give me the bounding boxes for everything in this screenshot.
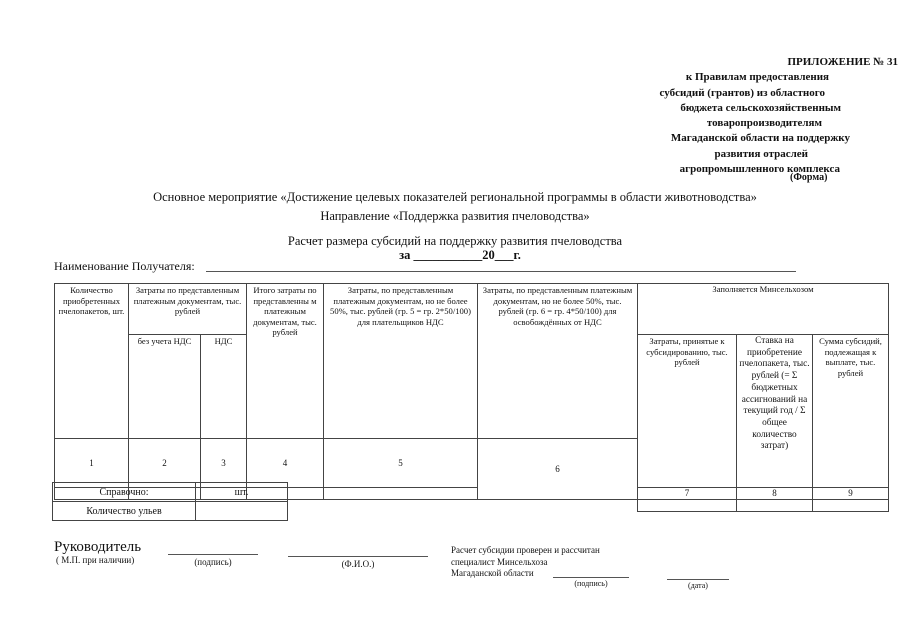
appendix-line: агропромышленного комплекса (679, 163, 840, 176)
signature-caption: (подпись) (194, 557, 232, 567)
appendix-block (600, 55, 900, 177)
data-cell[interactable] (324, 488, 478, 500)
check-note (451, 545, 600, 580)
appendix-line: товаропроизводителям (706, 117, 822, 130)
fio-caption: (Ф.И.О.) (341, 559, 375, 569)
check-line: специалист Минсельхоза (451, 556, 548, 567)
appendix-line: ПРИЛОЖЕНИЕ № 31 (787, 56, 898, 68)
calculation-title: Расчет размера субсидий на поддержку развития пчеловодства (287, 234, 623, 248)
form-label: (Форма) (790, 172, 828, 183)
col2-header: без учета НДС (129, 335, 201, 439)
hives-label: Количество ульев (53, 502, 196, 521)
data-cell[interactable] (638, 499, 737, 512)
calculation-table (54, 283, 889, 512)
col5-header: Затраты, по представленным платежным документам, но не более 50%, тыс. рублей (гр. 5 = гр. 2*50/100) для плательщиков НДС (324, 284, 478, 439)
data-cell[interactable] (737, 499, 813, 512)
appendix-line: к Правилам предоставления (685, 71, 829, 84)
col3-header: НДС (201, 335, 247, 439)
reference-table (52, 482, 288, 521)
check-line: Магаданской области (451, 568, 534, 578)
stamp-note: ( М.П. при наличии) (56, 555, 135, 565)
check-line: Расчет субсидии проверен и рассчитан (451, 545, 600, 555)
column-number: 2 (129, 439, 201, 488)
data-cell[interactable] (813, 499, 889, 512)
col6-header: Затраты, по представленным платежным документам, но не более 50%, тыс. рублей (гр. 6 = гр. 4*50/100) для освобождённых от НДС (478, 284, 638, 439)
check-signature-caption: (подпись) (574, 579, 608, 588)
appendix-line: субсидий (грантов) из областного (659, 86, 825, 99)
col4-header: Итого затраты по представленны м платежным документам, тыс. рублей (247, 284, 324, 439)
column-number: 6 (478, 439, 638, 500)
col8-header: Ставка на приобретение пчелопакета, тыс. рублей (= Σ бюджетных ассигнований на текущий год / Σ общее количество затрат) (737, 335, 813, 488)
col7-header: Затраты, принятые к субсидированию, тыс. рублей (638, 335, 737, 488)
recipient-label: Наименование Получателя: (54, 259, 195, 273)
col1-header: Количество приобретенных пчелопакетов, шт. (55, 284, 129, 439)
appendix-line: развития отраслей (714, 147, 808, 160)
check-signature-line[interactable] (553, 577, 629, 578)
reference-label: Справочно: (53, 483, 196, 502)
column-number: 8 (737, 488, 813, 500)
date-line[interactable] (667, 579, 729, 580)
main-event-title: Основное мероприятие «Достижение целевых показателей региональной программы в области животноводства» (153, 190, 757, 204)
recipient-input-line[interactable] (206, 271, 796, 272)
column-number: 4 (247, 439, 324, 488)
ministry-header: Заполняется Минсельхозом (638, 284, 889, 335)
period-field[interactable]: за ___________20___г. (399, 248, 521, 262)
head-fio-line[interactable] (288, 556, 428, 557)
column-number: 1 (55, 439, 129, 488)
column-number: 3 (201, 439, 247, 488)
reference-unit: шт. (196, 483, 288, 502)
col9-header: Сумма субсидий, подлежащая к выплате, тыс. рублей (813, 335, 889, 488)
column-number: 7 (638, 488, 737, 500)
head-title: Руководитель (54, 539, 142, 555)
direction-title: Направление «Поддержка развития пчеловодства» (320, 209, 590, 223)
date-caption: (дата) (688, 581, 708, 590)
appendix-line: Магаданской области на поддержку (670, 132, 850, 145)
col2-3-header: Затраты по представленным платежным документам, тыс. рублей (129, 284, 247, 335)
head-signature-line[interactable] (168, 554, 258, 555)
column-number: 5 (324, 439, 478, 488)
hives-value-cell[interactable] (196, 502, 288, 521)
column-number: 9 (813, 488, 889, 500)
appendix-line: бюджета сельскохозяйственным (680, 101, 841, 114)
